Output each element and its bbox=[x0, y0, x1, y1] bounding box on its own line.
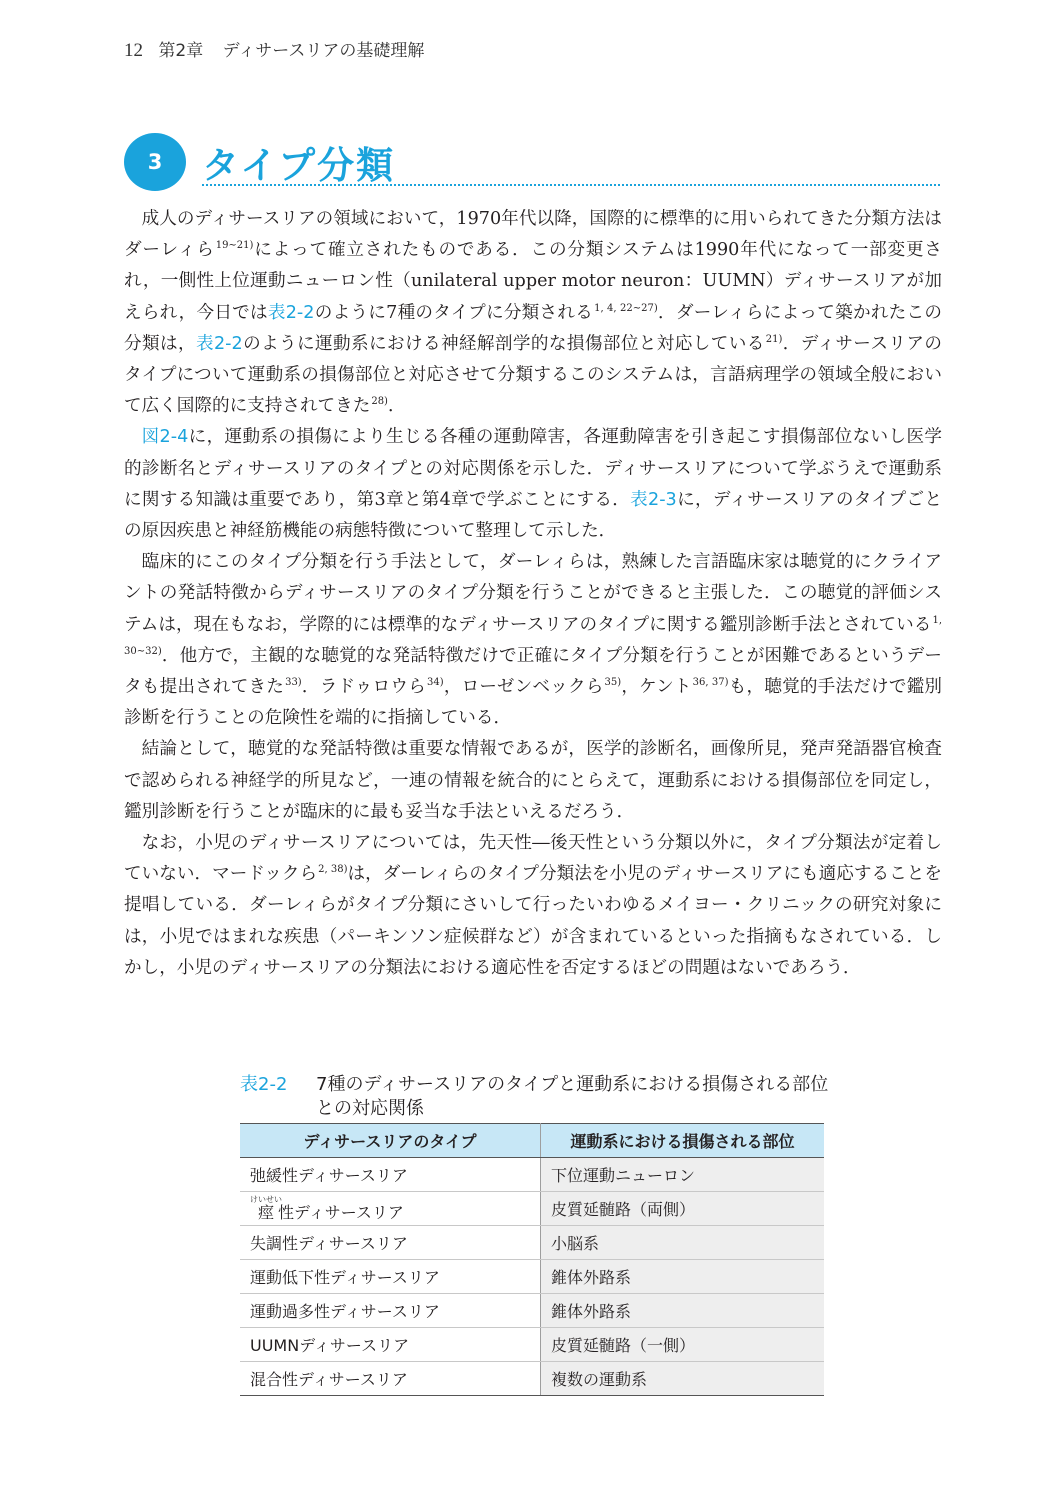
citation: 1, 30∼32) bbox=[124, 614, 942, 657]
type-cell: UUMNディサースリア bbox=[240, 1328, 541, 1362]
citation: 1, 4, 22∼27) bbox=[594, 302, 658, 314]
site-cell: 皮質延髄路（両側） bbox=[541, 1192, 825, 1226]
table-ref-link[interactable]: 表2-2 bbox=[267, 302, 315, 323]
p2-text-2: に，ディサースリアのタイプごとの原因疾患と神経筋機能の病態特徴について整理して示した． bbox=[124, 489, 943, 542]
figure-ref-link[interactable]: 図2-4 bbox=[141, 427, 189, 448]
table-caption-number: 表2-2 bbox=[240, 1074, 288, 1095]
type-cell: 混合性ディサースリア bbox=[240, 1362, 541, 1396]
p4-text-1: 結論として，聴覚的な発話特徴は重要な情報であるが，医学的診断名，画像所見，発声発語器官検査で認められる神経学的所見など，一連の情報を統合的にとらえて，運動系における損傷部位を同定し，鑑別診断を行うことが臨床的に最も妥当な手法といえるだろう． bbox=[124, 739, 942, 822]
table-caption-text: 7種のディサースリアのタイプと運動系における損傷される部位との対応関係 bbox=[316, 1074, 829, 1119]
citation: 33) bbox=[285, 677, 302, 689]
site-cell: 複数の運動系 bbox=[541, 1362, 825, 1396]
p5-text-1: なお，小児のディサースリアについては，先天性―後天性という分類以外に，タイプ分類法が定着していない．マードックら bbox=[124, 833, 942, 885]
table-row bbox=[240, 1362, 824, 1396]
citation: 36, 37) bbox=[692, 677, 729, 689]
paragraph-4 bbox=[124, 734, 942, 828]
section-heading bbox=[124, 133, 940, 191]
site-cell: 小脳系 bbox=[541, 1226, 825, 1260]
site-cell: 皮質延髄路（一側） bbox=[541, 1328, 825, 1362]
p3-text-2: ．他方で，主観的な聴覚的な発話特徴だけで正確にタイプ分類を行うことが困難であるというデータも提出されてきた bbox=[124, 645, 942, 698]
citation: 34) bbox=[426, 677, 444, 689]
p3-text-5: ，ケント bbox=[621, 677, 692, 698]
p1-text-3: のように7種のタイプに分類される bbox=[314, 302, 594, 323]
type-cell: 運動過多性ディサースリア bbox=[240, 1294, 541, 1328]
p3-text-1: 臨床的にこのタイプ分類を行う手法として，ダーレィらは，熟練した言語臨床家は聴覚的にクライアントの発話特徴からディサースリアのタイプ分類を行うことができると主張した．この聴覚的評価システムは，現在もなお，学際的には標準的なディサースリアのタイプに関する鑑別診断手法とされている bbox=[124, 552, 942, 635]
table-row bbox=[240, 1328, 824, 1362]
p3-text-3: ．ラドゥロウら bbox=[301, 677, 426, 698]
p2-text-1: に，運動系の損傷により生じる各種の運動障害，各運動障害を引き起こす損傷部位ないし医学的診断名とディサースリアのタイプとの対応関係を示した．ディサースリアについて学ぶうえで運動系に関する知識は重要であり，第3章と第4章で学ぶことにする． bbox=[124, 427, 942, 510]
type-cell: 失調性ディサースリア bbox=[240, 1226, 541, 1260]
paragraph-1 bbox=[124, 204, 942, 422]
p1-text-7: ． bbox=[387, 396, 406, 417]
citation: 21) bbox=[765, 333, 783, 345]
p1-text-6: ．ディサースリアのタイプについて運動系の損傷部位と対応させて分類するこのシステムは，言語病理学の領域全般において広く国際的に支持されてきた bbox=[124, 333, 942, 417]
site-cell: 錐体外路系 bbox=[541, 1294, 825, 1328]
table-ref-link[interactable]: 表2-3 bbox=[630, 489, 677, 510]
page-number: 12 bbox=[124, 40, 143, 61]
paragraph-3 bbox=[124, 547, 942, 734]
type-cell: 運動低下性ディサースリア bbox=[240, 1260, 541, 1294]
p3-text-6: も，聴覚的手法だけで鑑別診断を行うことの危険性を端的に指摘している． bbox=[124, 677, 942, 729]
type-cell: 弛緩性ディサースリア bbox=[240, 1158, 541, 1192]
chapter-title: ディサースリアの基礎理解 bbox=[222, 41, 425, 61]
column-header-site: 運動系における損傷される部位 bbox=[541, 1124, 825, 1158]
table-row bbox=[240, 1294, 824, 1328]
dysarthria-types-table bbox=[240, 1123, 824, 1396]
p1-text-2: によって確立されたものである．この分類システムは1990年代になって一部変更され，一側性上位運動ニューロン性（unilateral upper motor neuron：UUMN）ディサースリアが加えられ，今日では bbox=[124, 240, 942, 323]
type-cell bbox=[240, 1192, 541, 1226]
p1-text-4: ．ダーレィらによって築かれたこの分類は， bbox=[124, 302, 942, 354]
chapter-label: 第2章 bbox=[158, 41, 204, 61]
section-dotted-rule bbox=[202, 184, 940, 186]
site-cell: 下位運動ニューロン bbox=[541, 1158, 825, 1192]
citation: 28) bbox=[371, 396, 388, 408]
p1-text-1: 成人のディサースリアの領域において，1970年代以降，国際的に標準的に用いられてきた分類方法はダーレィら bbox=[124, 209, 942, 261]
table-caption bbox=[240, 1073, 840, 1121]
citation: 35) bbox=[604, 677, 622, 689]
paragraph-5 bbox=[124, 828, 942, 984]
table-row bbox=[240, 1192, 824, 1226]
ruby-word bbox=[250, 1194, 282, 1222]
running-head bbox=[124, 36, 424, 62]
p5-text-2: は，ダーレィらのタイプ分類法を小児のディサースリアにも適応することを提唱している．ダーレィらがタイプ分類にさいして行ったいわゆるメイヨー・クリニックの研究対象には，小児ではまれな疾患（パーキンソン症候群など）が含まれているといった指摘もなされている．しかし，小児のディサースリアの分類法における適応性を否定するほどの問題はないであろう． bbox=[124, 864, 942, 978]
ruby-reading: けいせい bbox=[250, 1194, 282, 1204]
table-row bbox=[240, 1158, 824, 1192]
table-row bbox=[240, 1226, 824, 1260]
section-number-badge: 3 bbox=[124, 133, 186, 191]
citation: 2, 38) bbox=[318, 864, 348, 876]
section-title: タイプ分類 bbox=[202, 144, 396, 187]
ruby-base: 痙 bbox=[250, 1202, 282, 1222]
citation: 19∼21) bbox=[215, 240, 254, 252]
column-header-type: ディサースリアのタイプ bbox=[240, 1124, 541, 1158]
table-ref-link[interactable]: 表2-2 bbox=[195, 333, 243, 354]
table-header-row bbox=[240, 1124, 824, 1158]
type-cell-rest: 性ディサースリア bbox=[277, 1202, 404, 1222]
table-row bbox=[240, 1260, 824, 1294]
body-text bbox=[124, 204, 942, 984]
paragraph-2 bbox=[124, 422, 942, 547]
site-cell: 錐体外路系 bbox=[541, 1260, 825, 1294]
p3-text-4: ，ローゼンベックら bbox=[443, 677, 604, 698]
p1-text-5: のように運動系における神経解剖学的な損傷部位と対応している bbox=[242, 333, 765, 354]
